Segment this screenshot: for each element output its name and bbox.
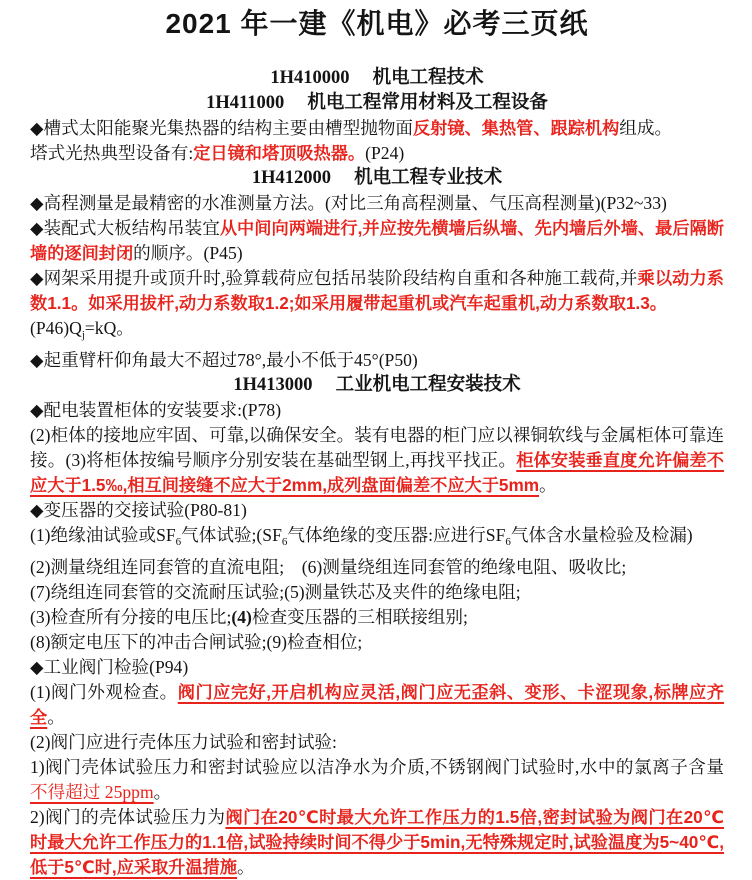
paragraph [30, 116, 724, 141]
paragraph [30, 580, 724, 605]
paragraph [30, 398, 724, 423]
paragraph [30, 605, 724, 630]
text-run: 气体含水量检验及检漏) [510, 525, 693, 545]
text-run: 阀门在20℃时最大允许工作压力的1.5倍,密封试验为阀门在20℃时最大允许工作压力的1.1倍,试验持续时间不得少于5min,无特殊规定时,试验温度为5~40℃,低于5℃时,应采取升温措施 [30, 807, 724, 877]
text-run: (2)阀门应进行壳体压力试验和密封试验: [30, 732, 337, 752]
text-run: (4) [231, 607, 252, 627]
text-run: ◆变压器的交接试验(P80-81) [30, 500, 247, 520]
text-run: 2)阀门的壳体试验压力为 [30, 807, 226, 827]
text-run: ◆网架采用提升或顶升时,验算载荷应包括吊装阶段结构自重和各种施工载荷,并 [30, 268, 638, 288]
paragraph [30, 680, 724, 730]
paragraph [30, 348, 724, 373]
paragraph [30, 141, 724, 166]
subscript-text: 6 [281, 536, 288, 548]
paragraph [30, 630, 724, 655]
text-run: 1H411000 机电工程常用材料及工程设备 [206, 93, 548, 113]
text-run: 乘以动力系数1.1。如采用拔杆,动力系数取1.2;如采用履带起重机或汽车起重机,动力系数取1.3。 [30, 268, 724, 313]
text-run: 1)阀门壳体试验压力和密封试验应以洁净水为介质,不锈钢阀门试验时,水中的氯离子含量 [30, 757, 742, 777]
section-heading [30, 91, 724, 116]
paragraph [30, 555, 724, 580]
text-run: 的顺序。(P45) [133, 243, 243, 263]
text-run: (7)绕组连同套管的交流耐压试验;(5)测量铁芯及夹件的绝缘电阻; [30, 582, 521, 602]
text-run: =kQ。 [84, 318, 134, 338]
text-run: 从中间向两端进行,并应按先横墙后纵墙、先内墙后外墙、最后隔断墙的逐间封闭 [30, 218, 724, 263]
text-run: 1H412000 机电工程专业技术 [251, 168, 503, 188]
section-heading [30, 66, 724, 91]
text-run: 反射镜、集热管、跟踪机构 [413, 118, 620, 138]
text-run: (8)额定电压下的冲击合闸试验;(9)检查相位; [30, 632, 363, 652]
document-body [30, 6, 742, 880]
text-run: 不得超过 25ppm [30, 782, 154, 802]
text-run: 塔式光热典型设备有: [30, 143, 194, 163]
text-run: (1)阀门外观检查。 [30, 682, 178, 702]
text-run: (2)柜体的接地应牢固、可靠,以确保安全。装有电器的柜门应以裸铜软线与金属柜体可靠连接。(3)将柜体按编号顺序分别安装在基础型钢上,再找平找正。 [30, 425, 724, 470]
paragraph [30, 755, 742, 805]
text-run: 阀门应完好,开启机构应灵活,阀门应无歪斜、变形、卡涩现象,标牌应齐全 [30, 682, 724, 727]
subscript-text: j [81, 329, 85, 341]
text-run: 1H413000 工业机电工程安装技术 [233, 375, 521, 395]
text-run: (3)检查所有分接的电压比; [30, 607, 232, 627]
paragraph [30, 523, 724, 555]
text-run: ◆槽式太阳能聚光集热器的结构主要由槽型抛物面 [30, 118, 414, 138]
paragraph [30, 316, 724, 348]
text-run: (2)测量绕组连同套管的直流电阻; (6)测量绕组连同套管的绝缘电阻、吸收比; [30, 557, 627, 577]
text-run: ◆配电装置柜体的安装要求:(P78) [30, 400, 282, 420]
section-heading [30, 166, 724, 191]
text-run: 气体试验;(SF [181, 525, 282, 545]
text-run: ◆高程测量是最精密的水准测量方法。(对比三角高程测量、气压高程测量)(P32~33) [30, 193, 667, 213]
text-run: 。 [47, 707, 65, 727]
page-title [30, 6, 724, 42]
paragraph [30, 266, 724, 316]
text-run: ◆工业阀门检验(P94) [30, 657, 189, 677]
paragraph [30, 805, 724, 880]
paragraph [30, 216, 724, 266]
paragraph [30, 191, 724, 216]
paragraph [30, 730, 724, 755]
text-run: ◆装配式大板结构吊装宜 [30, 218, 220, 238]
section-heading [30, 373, 724, 398]
text-run: 。 [539, 475, 557, 495]
text-run: 定日镜和塔顶吸热器。 [193, 143, 366, 163]
text-run: 组成。 [619, 118, 673, 138]
text-run: 。 [153, 782, 172, 802]
text-run: (P24) [365, 143, 405, 163]
paragraph [30, 498, 724, 523]
text-run: ◆起重臂杆仰角最大不超过78°,最小不低于45°(P50) [30, 350, 418, 370]
paragraph [30, 655, 724, 680]
text-run: 2021 年一建《机电》必考三页纸 [165, 8, 589, 39]
text-run: 。 [237, 857, 255, 877]
text-run: 检查变压器的三相联接组别; [251, 607, 468, 627]
text-run: 1H410000 机电工程技术 [270, 68, 484, 88]
subscript-text: 6 [505, 536, 511, 548]
text-run: (P46)Q [30, 318, 82, 338]
text-run: (1)绝缘油试验或SF [30, 525, 176, 545]
text-run: 气体绝缘的变压器:应进行SF [287, 525, 506, 545]
paragraph [30, 423, 724, 498]
subscript-text: 6 [175, 536, 182, 548]
text-run: 柜体安装垂直度允许偏差不应大于1.5‰,相互间接缝不应大于2mm,成列盘面偏差不应大于5mm [30, 450, 724, 495]
